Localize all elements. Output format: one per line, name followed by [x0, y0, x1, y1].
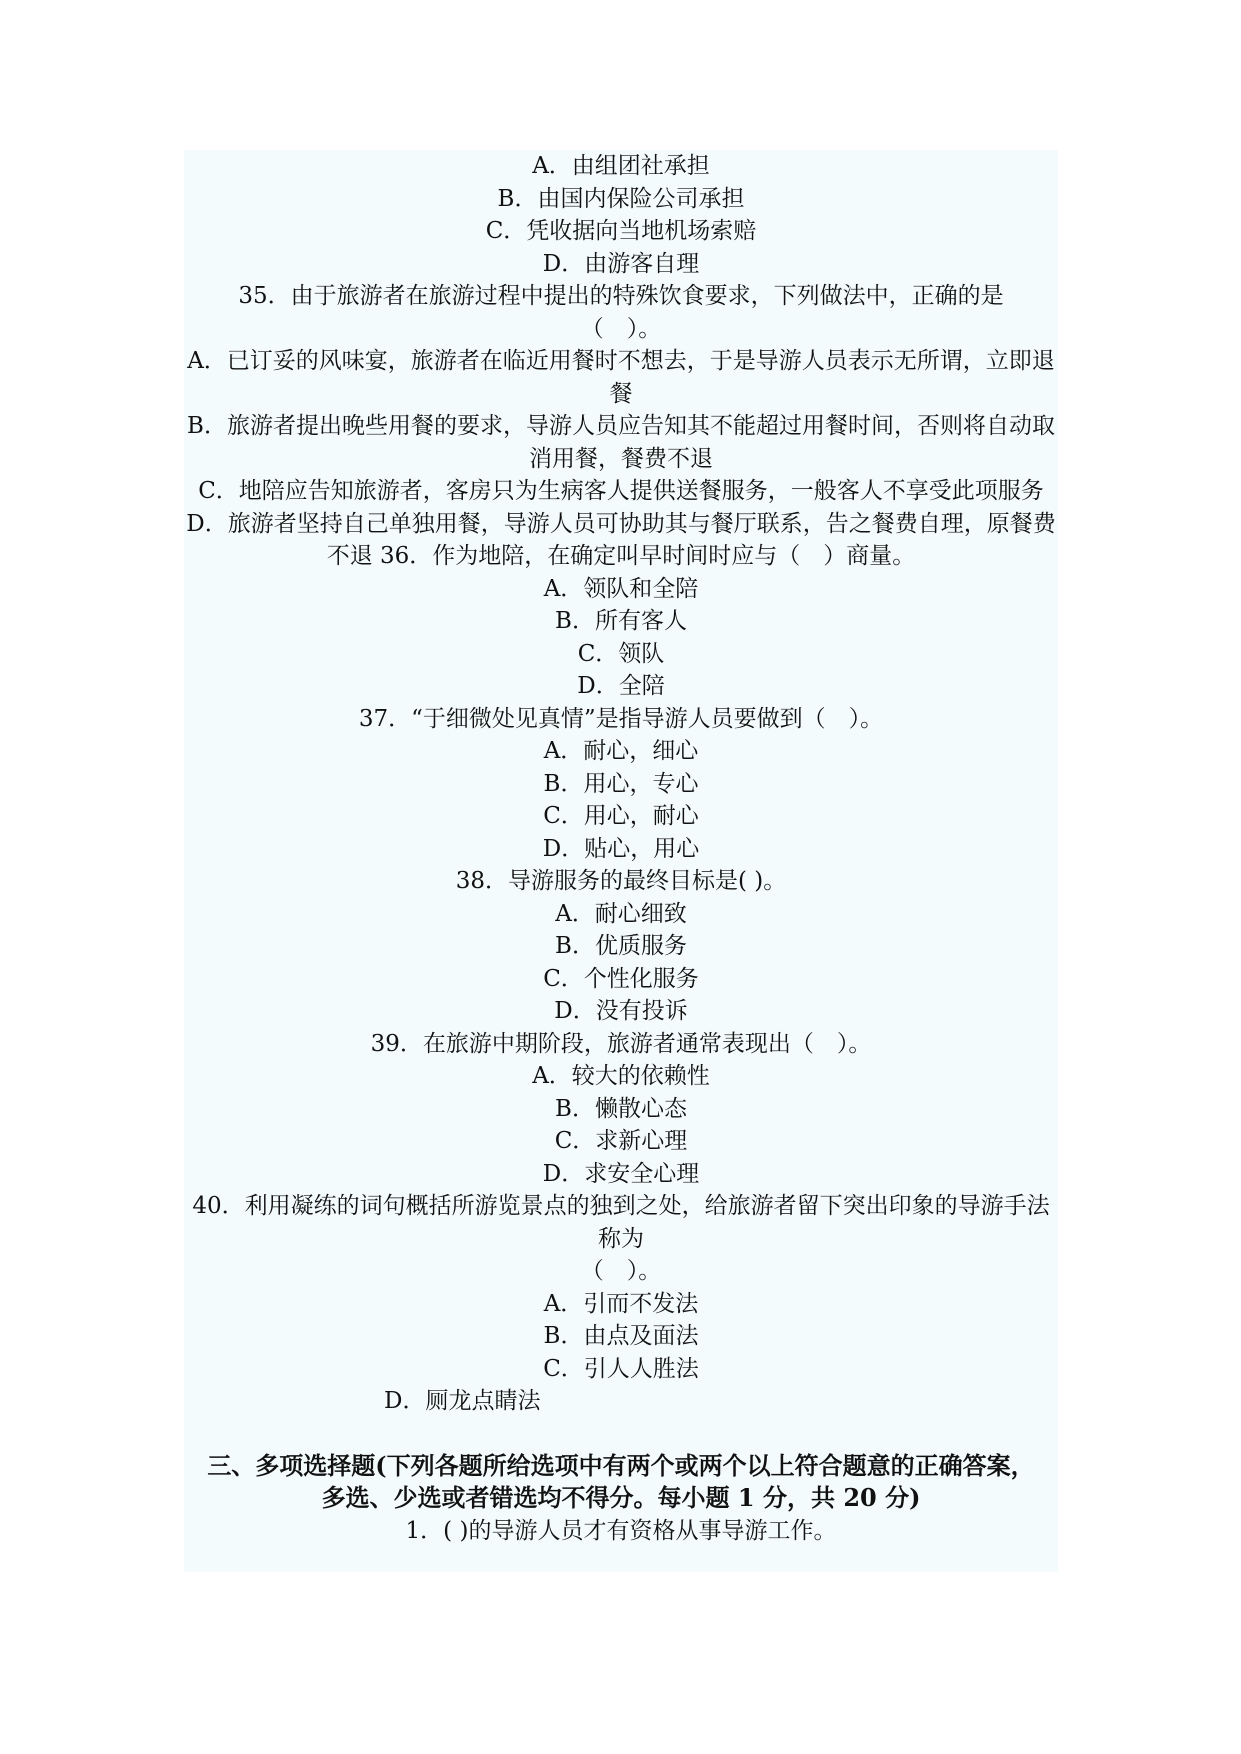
- q40-stem: 40．利用凝练的词句概括所游览景点的独到之处，给旅游者留下突出印象的导游手法称为: [192, 1193, 1050, 1252]
- q40-option-d: D．厕龙点睛法: [384, 1388, 541, 1414]
- q39-option-d: D．求安全心理: [542, 1160, 700, 1187]
- q35-option-a: A．已订妥的风味宴，旅游者在临近用餐时不想去，于是导游人员表示无所谓，立即退餐: [187, 348, 1055, 407]
- q39-option-c: C．求新心理: [554, 1128, 688, 1154]
- exam-content: [184, 150, 1058, 1547]
- q35-option-d-q36-stem: D．旅游者坚持自己单独用餐，导游人员可协助其与餐厅联系，告之餐费自理，原餐费不退 36．作为地陪，在确定叫早时间时应与（ ）商量。: [186, 510, 1056, 569]
- q38-option-a: A．耐心细致: [555, 900, 687, 927]
- section-spacer: [184, 1418, 1058, 1450]
- q38-option-d: D．没有投诉: [554, 998, 688, 1024]
- q35-option-b: B．旅游者提出晚些用餐的要求，导游人员应告知其不能超过用餐时间，否则将自动取消用餐，餐费不退: [187, 413, 1055, 472]
- q36-option-c: C．领队: [577, 640, 665, 667]
- q40-option-a: A．引而不发法: [543, 1290, 699, 1317]
- q38-option-c: C．个性化服务: [543, 965, 699, 992]
- q37-stem: 37．“于细微处见真情”是指导游人员要做到（ ）。: [358, 705, 884, 732]
- q39-option-a: A．较大的依赖性: [532, 1063, 710, 1089]
- q36-option-b: B．所有客人: [555, 608, 687, 634]
- q34-option-d: D．由游客自理: [542, 250, 700, 277]
- q34-option-b: B．由国内保险公司承担: [497, 185, 745, 212]
- q36-option-d: D．全陪: [577, 673, 665, 699]
- q34-option-c: C．凭收据向当地机场索赔: [485, 218, 757, 244]
- q39-stem: 39．在旅游中期阶段，旅游者通常表现出（ ）。: [370, 1030, 872, 1057]
- q39-option-b: B．懒散心态: [555, 1095, 687, 1122]
- q35-option-c: C．地陪应告知旅游者，客房只为生病客人提供送餐服务，一般客人不享受此项服务: [198, 478, 1044, 504]
- q37-option-d: D．贴心，用心: [542, 835, 700, 862]
- q34-option-a: A．由组团社承担: [532, 153, 710, 179]
- q35-blank: （ ）。: [580, 315, 662, 342]
- q38-stem: 38．导游服务的最终目标是( )。: [455, 868, 787, 894]
- q40-option-c: C．引人人胜法: [543, 1355, 699, 1382]
- q37-option-b: B．用心，专心: [543, 770, 699, 797]
- q37-option-c: C．用心，耐心: [543, 803, 699, 829]
- section3-heading-line1: 三、多项选择题(下列各题所给选项中有两个或两个以上符合题意的正确答案，: [207, 1450, 1035, 1480]
- q40-blank: （ ）。: [580, 1258, 662, 1284]
- q38-option-b: B．优质服务: [555, 933, 687, 959]
- section3-q1-stem: 1．( )的导游人员才有资格从事导游工作。: [405, 1517, 837, 1544]
- q37-option-a: A．耐心，细心: [543, 738, 699, 764]
- q36-option-a: A．领队和全陪: [543, 575, 699, 602]
- q35-stem: 35．由于旅游者在旅游过程中提出的特殊饮食要求，下列做法中，正确的是: [238, 283, 1004, 309]
- q40-option-b: B．由点及面法: [543, 1323, 699, 1349]
- section3-heading-line2: 多选、少选或者错选均不得分。每小题 1 分，共 20 分): [321, 1483, 921, 1512]
